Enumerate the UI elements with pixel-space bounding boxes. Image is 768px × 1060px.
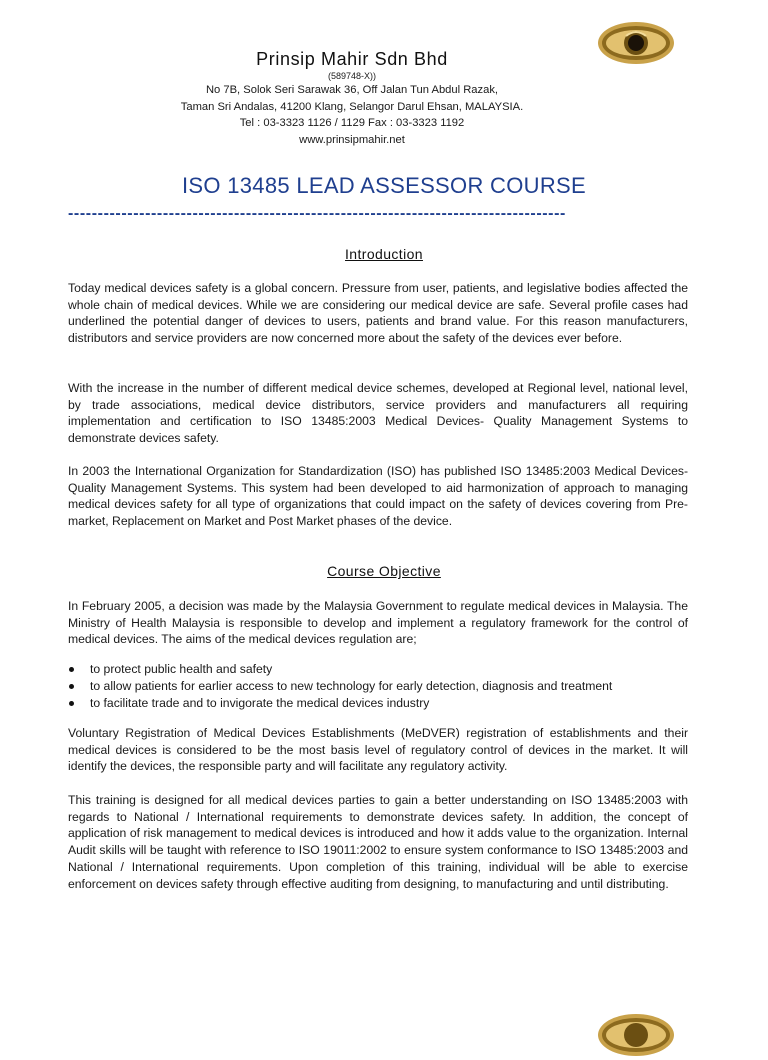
list-item: [68, 678, 708, 695]
list-item-text: to facilitate trade and to invigorate the medical devices industry: [90, 696, 430, 710]
address-line-2: Taman Sri Andalas, 41200 Klang, Selangor Darul Ehsan, MALAYSIA.: [180, 100, 524, 113]
objective-intro-paragraph: In February 2005, a decision was made by the Malaysia Government to regulate medical devices in Malaysia. The Ministry of Health Malaysia is responsible to develop and implement a regulatory framework for the control of medical devices. The aims of the medical devices regulation are;: [68, 599, 688, 647]
list-item-text: to protect public health and safety: [90, 662, 273, 676]
training-paragraph: This training is designed for all medical devices parties to gain a better understanding on ISO 13485:2003 with regards to National / International requirements to demonstrate devices safety. In addition, the concept of application of risk management to medical devices is introduced and how it adds value to the organization. Internal Audit skills will be taught with reference to ISO 19011:2002 to ensure system conformance to ISO 13485:2003 and National / International requirements. Upon completion of this training, individual will be able to exercise enforcement on devices safety through effective auditing from designing, to manufacturing and until distributing.: [68, 793, 688, 891]
registration-number: (589748-X)): [327, 71, 377, 81]
medver-paragraph: Voluntary Registration of Medical Devices Establishments (MeDVER) registration of establishments and their medical devices is considered to be the most basis level of regulatory control of devices in the market. It will identify the devices, the responsible party and will facilitate any regulatory activity.: [68, 726, 688, 774]
intro-paragraph-1: Today medical devices safety is a global concern. Pressure from user, patients, and legislative bodies affected the whole chain of medical devices. While we are considering our medical device are safe. Several profile cases had underlined the potential danger of devices to users, patients and brand value. For this reason manufacturers, distributors and service providers are now concerned more about the safety of the devices ever before.: [68, 281, 688, 346]
phone-fax: Tel : 03-3323 1126 / 1129 Fax : 03-3323 1192: [239, 117, 465, 129]
eye-logo-icon: [596, 1010, 676, 1060]
bullet-icon: [69, 701, 74, 706]
eye-logo-icon: [596, 18, 676, 68]
website-link[interactable]: www.prinsipmahir.net: [299, 133, 405, 146]
company-name: Prinsip Mahir Sdn Bhd: [256, 49, 448, 69]
title-divider: ------------------------------------------------------------------------------------: [68, 205, 566, 222]
list-item: [68, 661, 708, 678]
bullet-icon: [69, 667, 74, 672]
list-item-text: to allow patients for earlier access to new technology for early detection, diagnosis and treatment: [90, 679, 613, 693]
regulation-aims-list: [68, 661, 708, 712]
document-title: ISO 13485 LEAD ASSESSOR COURSE: [182, 173, 586, 198]
letterhead: [100, 48, 604, 148]
list-item: [68, 695, 708, 712]
introduction-heading: Introduction: [345, 246, 423, 262]
address-line-1: No 7B, Solok Seri Sarawak 36, Off Jalan Tun Abdul Razak,: [205, 84, 499, 96]
course-objective-heading: Course Objective: [327, 563, 441, 579]
intro-paragraph-2: With the increase in the number of different medical device schemes, developed at Regional level, national level, by trade associations, medical device distributors, service providers and manufacturers all requiring implementation and certification to ISO 13485:2003 Medical Devices- Quality Management Systems to demonstrate devices safety.: [68, 381, 688, 446]
bullet-icon: [69, 684, 74, 689]
intro-paragraph-3: In 2003 the International Organization for Standardization (ISO) has published ISO 13485:2003 Medical Devices- Quality Management Systems. This system had been developed to aid harmonization of approach to managing medical devices safety for all type of organizations that could impact on the safety of devices covering from Pre-market, Replacement on Market and Post Market phases of the device.: [68, 464, 688, 529]
